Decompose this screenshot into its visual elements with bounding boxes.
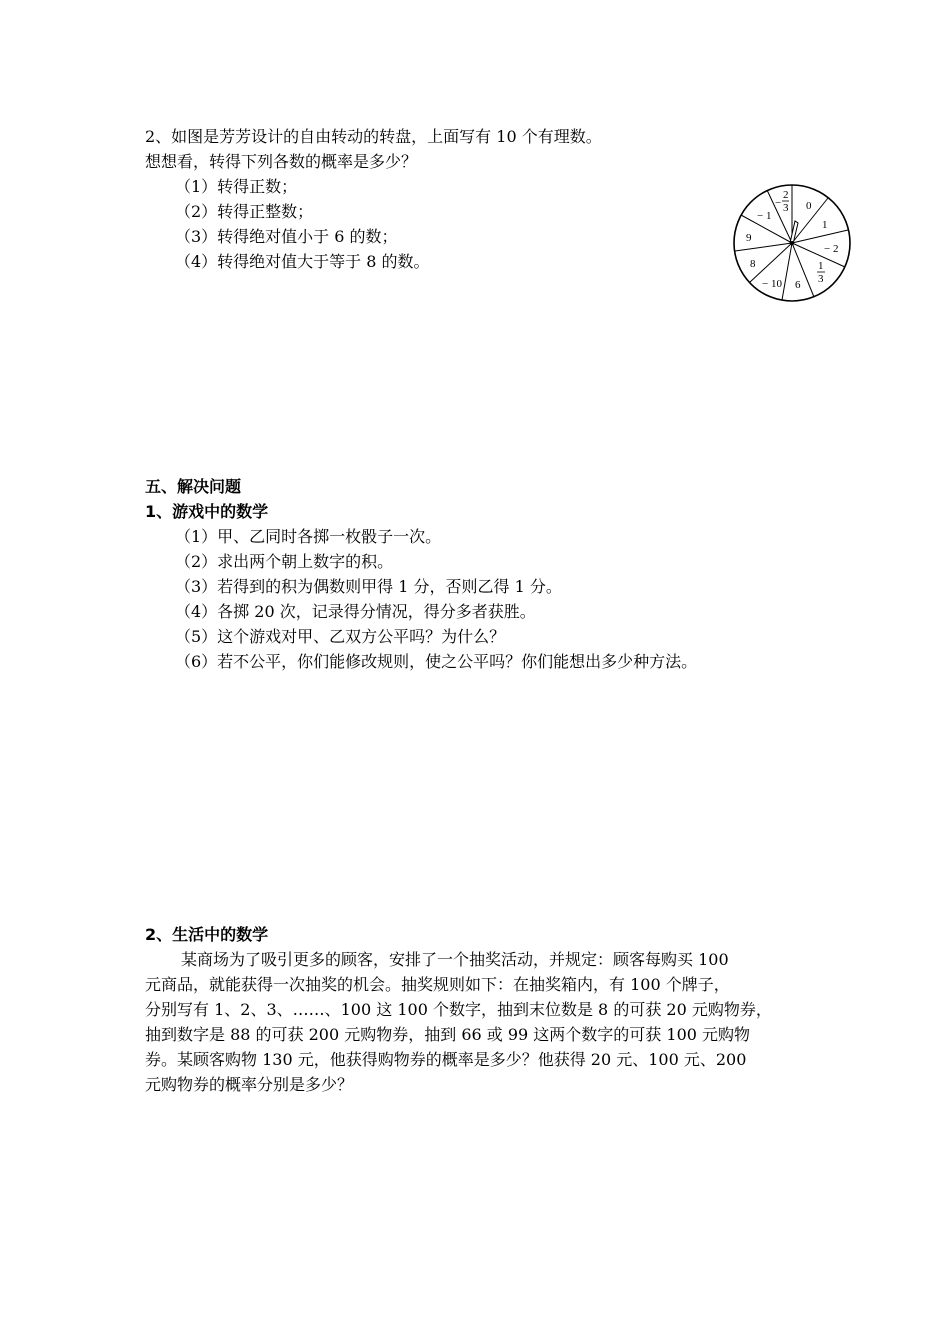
sub2-line-4: 抽到数字是 88 的可获 200 元购物券，抽到 66 或 99 这两个数字的可获 100 元购物 [145, 1025, 751, 1044]
label-one-third-num: 1 [818, 260, 824, 272]
sub2-title: 2、生活中的数学 [145, 925, 269, 944]
sub1-item-6: （6）若不公平，你们能修改规则，使之公平吗？你们能想出多少种方法。 [175, 652, 698, 671]
q2-title-line1: 2、如图是芳芳设计的自由转动的转盘，上面写有 10 个有理数。 [145, 127, 602, 146]
label-neg-two-thirds-den: 3 [783, 202, 789, 214]
sub2-line-2: 元商品，就能获得一次抽奖的机会。抽奖规则如下：在抽奖箱内，有 100 个牌子， [145, 975, 730, 994]
label-one: 1 [822, 219, 828, 231]
sub1-item-5: （5）这个游戏对甲、乙双方公平吗？为什么？ [175, 627, 506, 646]
sub1-title: 1、游戏中的数学 [145, 502, 269, 521]
label-neg-one: − 1 [757, 210, 772, 222]
q2-item-4: （4）转得绝对值大于等于 8 的数。 [175, 252, 430, 271]
sub2-line-6: 元购物券的概率分别是多少？ [145, 1075, 354, 1094]
label-zero: 0 [806, 200, 812, 212]
q2-item-3: （3）转得绝对值小于 6 的数； [175, 227, 398, 246]
q2-item-1: （1）转得正数； [175, 177, 298, 196]
sub2-line-5: 券。某顾客购物 130 元，他获得购物券的概率是多少？他获得 20 元、100 元、200 [145, 1050, 747, 1069]
sub2-line-1: 某商场为了吸引更多的顾客，安排了一个抽奖活动，并规定：顾客每购买 100 [181, 950, 729, 969]
sub1-item-4: （4）各掷 20 次，记录得分情况，得分多者获胜。 [175, 602, 536, 621]
label-neg-two: − 2 [824, 243, 839, 255]
spinner-hub [790, 241, 794, 245]
sub1-item-3: （3）若得到的积为偶数则甲得 1 分，否则乙得 1 分。 [175, 577, 562, 596]
section5-heading: 五、解决问题 [145, 477, 242, 496]
sub1-item-1: （1）甲、乙同时各掷一枚骰子一次。 [175, 527, 442, 546]
label-nine: 9 [746, 232, 752, 244]
q2-item-2: （2）转得正整数； [175, 202, 314, 221]
label-neg-two-thirds-num: 2 [783, 189, 789, 201]
label-neg-ten: − 10 [762, 278, 782, 290]
spinner-pointer [790, 221, 798, 244]
divider-line [735, 243, 792, 251]
sub1-item-2: （2）求出两个朝上数字的积。 [175, 552, 394, 571]
label-neg-two-thirds-sign: − [775, 197, 782, 209]
spinner-figure [732, 183, 852, 303]
sub2-line-3: 分别写有 1、2、3、……、100 这 100 个数字，抽到末位数是 8 的可获 20 元购物券， [145, 1000, 772, 1019]
label-one-third-den: 3 [818, 273, 824, 285]
label-six: 6 [795, 279, 801, 291]
label-eight: 8 [750, 258, 756, 270]
q2-title-line2: 想想看，转得下列各数的概率是多少？ [145, 152, 418, 171]
